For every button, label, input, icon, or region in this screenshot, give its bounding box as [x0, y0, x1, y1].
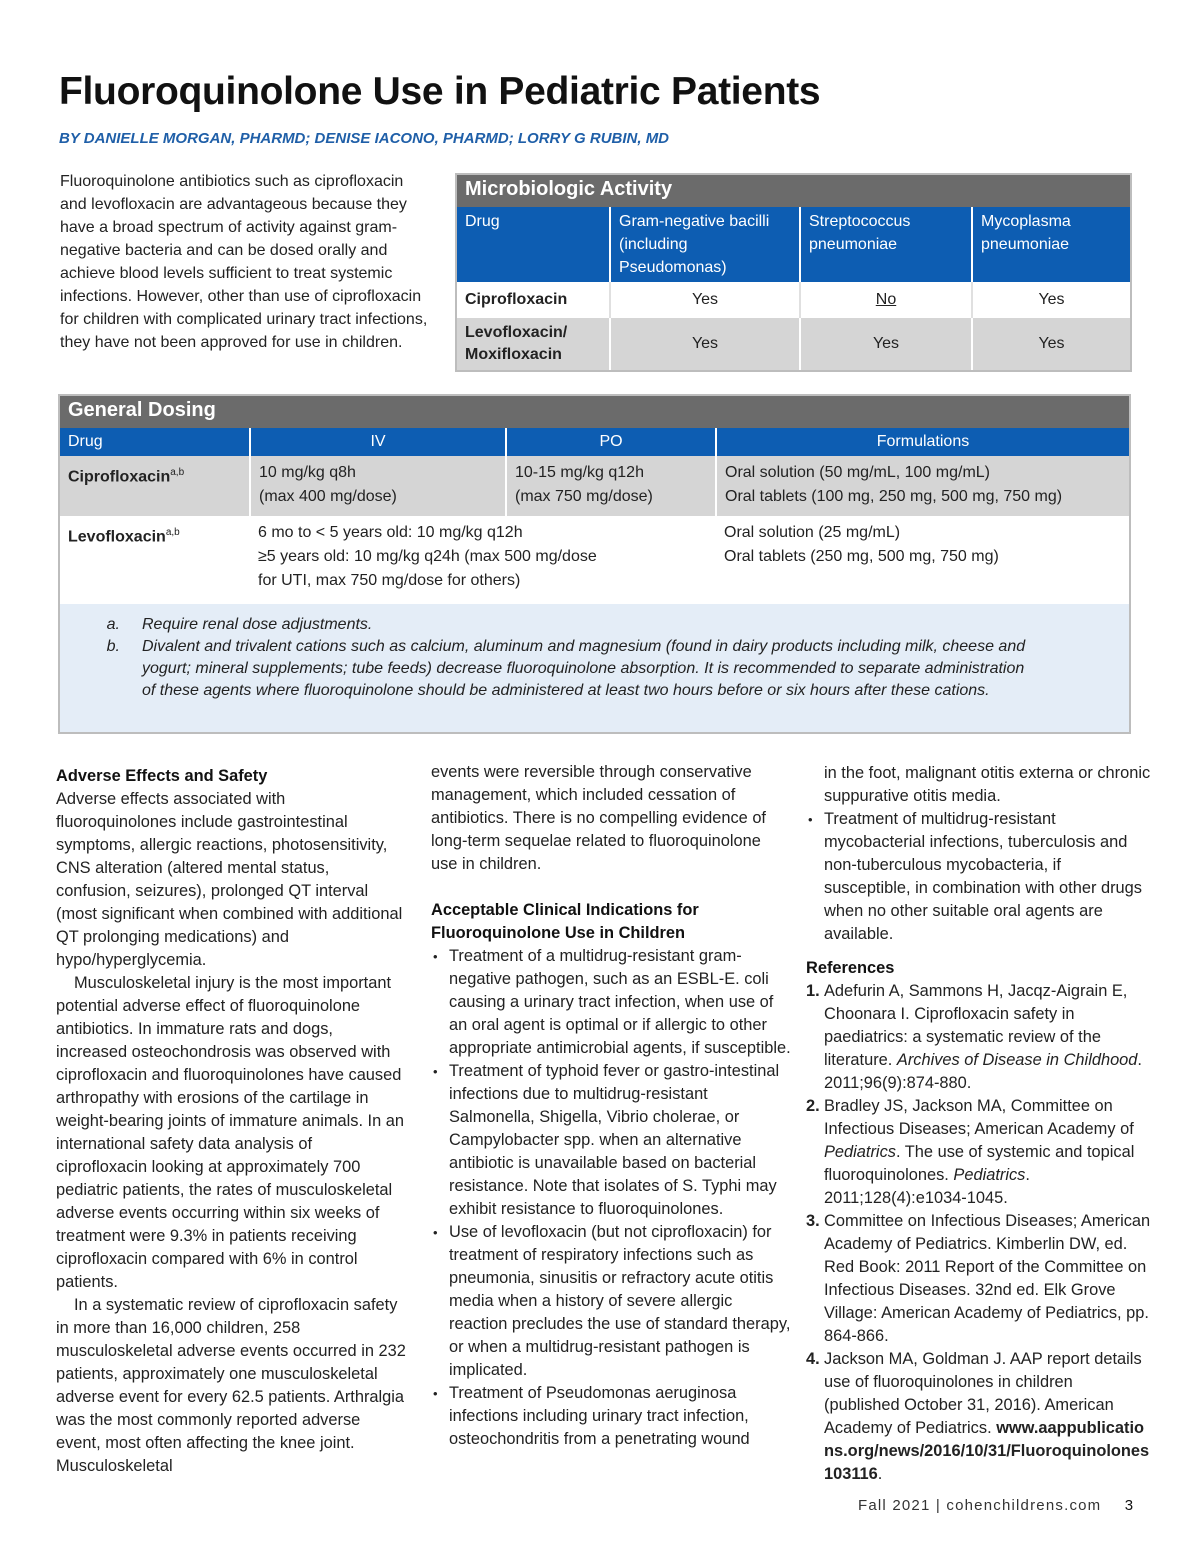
article-title: Fluoroquinolone Use in Pediatric Patients [59, 70, 821, 113]
reference-number: 3. [806, 1212, 820, 1230]
issue-label: Fall 2021 [858, 1497, 931, 1514]
reference-text: Jackson MA, Goldman J. AAP report details use of fluoroquinolones in children (published October 31, 2016). American Academy of Pediatrics. [824, 1350, 1142, 1437]
table-row [457, 318, 1130, 370]
page-number: 3 [1124, 1497, 1135, 1514]
adverse-heading: Adverse Effects and Safety [56, 767, 268, 785]
reference-text: . 2011;128(4):e1034-1045. [824, 1166, 1030, 1207]
reference-journal: Archives of Disease in Childhood [896, 1051, 1138, 1069]
references-heading: References [806, 959, 895, 977]
reference-number: 2. [806, 1097, 820, 1115]
references-list [806, 980, 1151, 1486]
reference-text: Adefurin A, Sammons H, Jacqz-Aigrain E, Choonara I. Ciprofloxacin safety in paediatrics: a systematic review of the literature. [824, 982, 1128, 1069]
footnote-text: Require renal dose adjustments. [142, 616, 373, 633]
myco-value: Yes [972, 318, 1130, 370]
drug-label: Levofloxacin [68, 528, 166, 546]
strep-value: Yes [800, 318, 972, 370]
list-item-continuation: in the foot, malignant otitis externa or chronic suppurative otitis media. [824, 764, 1151, 805]
reference-number: 1. [806, 982, 820, 1000]
indications-list-cont [806, 808, 1151, 946]
reference-journal: Pediatrics [953, 1166, 1026, 1184]
po-dose [506, 456, 716, 516]
general-dosing-table [58, 394, 1131, 734]
microbiologic-activity-table [455, 173, 1132, 372]
reference-text: . [877, 1465, 883, 1483]
footnotes [60, 604, 1129, 732]
dosing-title: General Dosing [60, 396, 1129, 428]
footnote-mark: a. [106, 616, 120, 633]
list-item: • Use of levofloxacin (but not ciprofloxacin) for treatment of respiratory infections such as pneumonia, sinusitis or refractory acute otitis media when a history of severe allergic reaction precludes the use of standard therapy, or when a multidrug-resistant pathogen is implicated. [431, 1221, 791, 1382]
combined-dose [250, 516, 716, 604]
footer-separator: | [935, 1497, 941, 1514]
table-row [60, 456, 1129, 516]
drug-name: Ciprofloxacin [457, 282, 610, 318]
formulations [716, 516, 1129, 604]
header-gram-negative: Gram-negative bacilli (including Pseudomonas) [610, 207, 800, 282]
header-po: PO [506, 428, 716, 456]
reference-text: . The use of systemic and topical fluoroquinolones. [824, 1143, 1135, 1184]
list-item: • Treatment of Pseudomonas aeruginosa infections including urinary tract infection, osteochondritis from a penetrating wound [431, 1382, 791, 1451]
indications-list [431, 945, 791, 1451]
gram-value: Yes [610, 282, 800, 318]
reference-link[interactable]: www.aappublications.org/news/2016/10/31/Fluoroquinolones103116 [824, 1419, 1150, 1483]
header-drug: Drug [60, 428, 250, 456]
formulation-line: Oral tablets (100 mg, 250 mg, 500 mg, 750 mg) [725, 488, 1063, 505]
adverse-paragraph-3: In a systematic review of ciprofloxacin safety in more than 16,000 children, 258 musculoskeletal adverse events occurred in 232 patients, approximately one musculoskeletal adverse event for every 62.5 patients. Arthralgia was the most commonly reported adverse event, most often affecting the knee joint. Musculoskeletal [56, 1296, 406, 1475]
list-item: • Treatment of a multidrug-resistant gram-negative pathogen, such as an ESBL-E. coli causing a urinary tract infection, when use of an oral agent is optimal or if allergic to other appropriate antimicrobial agents, if susceptible. [431, 945, 791, 1060]
indications-heading: Acceptable Clinical Indications for Fluoroquinolone Use in Children [431, 901, 699, 942]
table-row [457, 282, 1130, 318]
intro-paragraph: Fluoroquinolone antibiotics such as ciprofloxacin and levofloxacin are advantageous because they have a broad spectrum of activity against gram-negative bacteria and can be dosed orally and achieve blood levels sufficient to treat systemic infections. However, other than use of ciprofloxacin for children with complicated urinary tract infections, they have not been approved for use in children. [60, 173, 428, 351]
column-1 [56, 763, 406, 1478]
header-formulations: Formulations [716, 428, 1129, 456]
formulation-line: Oral solution (25 mg/mL) [724, 524, 901, 541]
reference-text: . 2011;96(9):874-880. [824, 1051, 1142, 1092]
dose-line: ≥5 years old: 10 mg/kg q24h (max 500 mg/dose [258, 548, 597, 565]
strep-value: No [800, 282, 972, 318]
header-iv: IV [250, 428, 506, 456]
reference-item [806, 980, 1151, 1095]
footnote-text: Divalent and trivalent cations such as calcium, aluminum and magnesium (found in dairy products including milk, cheese and yogurt; mineral supplements; tube feeds) decrease fluoroquinolone absorption. It is recommended to separate administration of these agents where fluoroquinolone should be administered at least two hours before or six hours after these cations. [142, 638, 1026, 699]
myco-value: Yes [972, 282, 1130, 318]
reference-number: 4. [806, 1350, 820, 1368]
iv-line: 10 mg/kg q8h [259, 464, 356, 481]
reference-item [806, 1348, 1151, 1486]
formulation-line: Oral tablets (250 mg, 500 mg, 750 mg) [724, 548, 999, 565]
header-streptococcus: Streptococcus pneumoniae [800, 207, 972, 282]
adverse-paragraph-2: Musculoskeletal injury is the most important potential adverse effect of fluoroquinolone antibiotics. In immature rats and dogs, increased osteochondrosis was observed with ciprofloxacin and fluoroquinolones have caused arthropathy with erosions of the cartilage in weight-bearing joints of immature animals. In an international safety data analysis of ciprofloxacin looking at approximately 700 pediatric patients, the rates of musculoskeletal adverse events occurring within six weeks of treatment were 9.3% in patients receiving ciprofloxacin compared with 6% in control patients. [56, 974, 405, 1291]
drug-name [60, 516, 250, 604]
list-item: • Treatment of multidrug-resistant mycobacterial infections, tuberculosis and non-tuberculous mycobacteria, if susceptible, in combination with other drugs when no other suitable oral agents are available. [806, 808, 1151, 946]
adverse-paragraph-4: events were reversible through conservative management, which included cessation of antibiotics. There is no compelling evidence of long-term sequelae related to fluoroquinolone use in children. [431, 763, 766, 873]
iv-dose [250, 456, 506, 516]
po-line: 10-15 mg/kg q12h [515, 464, 644, 481]
dose-line: 6 mo to < 5 years old: 10 mg/kg q12h [258, 524, 523, 541]
drug-label: Ciprofloxacin [68, 468, 171, 486]
column-2 [431, 763, 791, 1451]
footnote-marker: a,b [165, 527, 180, 538]
reference-item [806, 1210, 1151, 1348]
column-3 [806, 763, 1151, 1486]
header-drug: Drug [457, 207, 610, 282]
drug-name: Levofloxacin/ Moxifloxacin [457, 318, 610, 370]
reference-journal: Pediatrics [824, 1143, 896, 1161]
footnote-marker: a,b [170, 467, 185, 478]
footnote-mark: b. [106, 638, 120, 655]
reference-text: Bradley JS, Jackson MA, Committee on Infectious Diseases; American Academy of [824, 1097, 1134, 1138]
website-link[interactable]: cohenchildrens.com [946, 1497, 1102, 1514]
formulations [716, 456, 1129, 516]
microbiologic-title: Microbiologic Activity [457, 175, 1130, 207]
drug-name [60, 456, 250, 516]
adverse-paragraph-1: Adverse effects associated with fluoroquinolones include gastrointestinal symptoms, allergic reactions, photosensitivity, CNS alteration (altered mental status, confusion, seizures), prolonged QT interval (most significant when combined with additional QT prolonging medications) and hypo/hyperglycemia. [56, 790, 403, 969]
footnote [60, 614, 1129, 636]
footnote [60, 636, 1129, 702]
page-footer [858, 1497, 1134, 1514]
list-item: • Treatment of typhoid fever or gastro-intestinal infections due to multidrug-resistant Salmonella, Shigella, Vibrio cholerae, or Campylobacter spp. when an alternative antibiotic is unavailable based on bacterial resistance. Note that isolates of S. Typhi may exhibit resistance to fluoroquinolones. [431, 1060, 791, 1221]
header-mycoplasma: Mycoplasma pneumoniae [972, 207, 1130, 282]
table-row [60, 516, 1129, 604]
dose-line: for UTI, max 750 mg/dose for others) [258, 572, 521, 589]
reference-item [806, 1095, 1151, 1210]
po-line: (max 750 mg/dose) [515, 488, 653, 505]
iv-line: (max 400 mg/dose) [259, 488, 397, 505]
reference-text: Committee on Infectious Diseases; American Academy of Pediatrics. Kimberlin DW, ed. Red Book: 2011 Report of the Committee on Infectious Diseases. 32nd ed. Elk Grove Village: American Academy of Pediatrics, pp. 864-866. [824, 1212, 1151, 1345]
formulation-line: Oral solution (50 mg/mL, 100 mg/mL) [725, 464, 990, 481]
byline: BY DANIELLE MORGAN, PHARMD; DENISE IACONO, PHARMD; LORRY G RUBIN, MD [59, 130, 670, 147]
gram-value: Yes [610, 318, 800, 370]
